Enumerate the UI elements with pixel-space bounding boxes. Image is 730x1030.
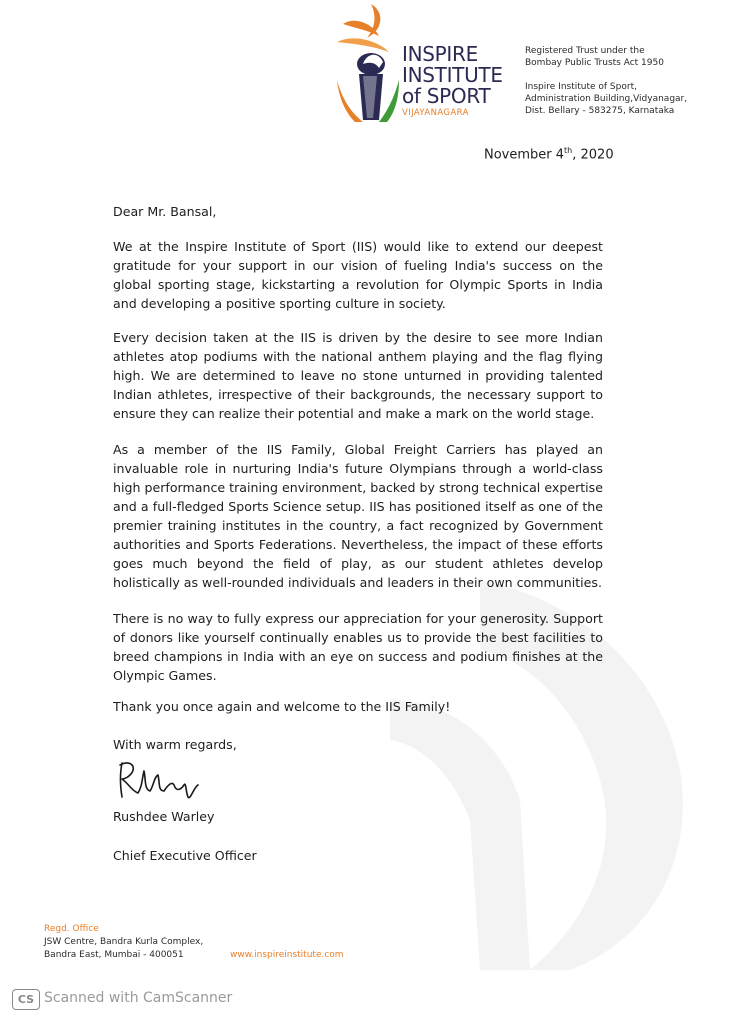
date-suffix: th: [564, 146, 573, 155]
camscanner-logo-icon: CS: [12, 989, 40, 1010]
address-line: Inspire Institute of Sport,: [525, 82, 637, 92]
brand-location: VIJAYANAGARA: [402, 108, 469, 118]
registration-line: Registered Trust under the: [525, 46, 645, 56]
registered-office-address: JSW Centre, Bandra Kurla Complex,: [44, 937, 204, 947]
brand-name-line-1: INSPIRE: [402, 42, 478, 66]
iis-logo-icon: [333, 2, 403, 124]
website-url: www.inspireinstitute.com: [230, 950, 344, 960]
date-year: , 2020: [572, 147, 614, 163]
registration-line: Bombay Public Trusts Act 1950: [525, 58, 664, 68]
registered-office-label: Regd. Office: [44, 924, 99, 934]
thanks-line: Thank you once again and welcome to the IIS Family!: [113, 699, 451, 714]
body-paragraph: As a member of the IIS Family, Global Freight Carriers has played an invaluable role in nurturing India's future Olympians through a world-class high performance training environment, backed by strong technical expertise and a full-fledged Sports Science setup. IIS has positioned itself as one of the premier training institutes in the country, a fact recognized by Government authorities and Sports Federations. Nevertheless, the impact of these efforts goes much beyond the field of play, as our student athletes develop holistically as well-rounded individuals and leaders in their own communities.: [113, 442, 603, 590]
closing-line: With warm regards,: [113, 737, 237, 752]
address-line: Dist. Bellary - 583275, Karnataka: [525, 106, 675, 116]
letter-date: [484, 146, 614, 162]
brand-name-line-3: of SPORT: [402, 84, 491, 108]
signer-name: Rushdee Warley: [113, 809, 215, 824]
salutation: Dear Mr. Bansal,: [113, 204, 217, 219]
body-paragraph: There is no way to fully express our appreciation for your generosity. Support of donors like yourself continually enables us to provide the best facilities to breed champions in India with an eye on success and podium finishes at the Olympic Games.: [113, 611, 603, 683]
body-paragraph: We at the Inspire Institute of Sport (IIS) would like to extend our deepest gratitude for your support in our vision of fueling India's success on the global sporting stage, kickstarting a revolution for Olympic Sports in India and developing a positive sporting culture in society.: [113, 239, 603, 311]
signature-image: [114, 757, 214, 801]
brand-name-line-2: INSTITUTE: [402, 63, 503, 87]
signer-title: Chief Executive Officer: [113, 848, 257, 863]
registered-office-address: Bandra East, Mumbai - 400051: [44, 950, 184, 960]
body-paragraph: Every decision taken at the IIS is driven by the desire to see more Indian athletes atop podiums with the national anthem playing and the flag flying high. We are determined to leave no stone unturned in providing talented Indian athletes, irrespective of their backgrounds, the necessary support to ensure they can realize their potential and make a mark on the world stage.: [113, 330, 603, 421]
scanner-watermark-text: Scanned with CamScanner: [44, 990, 233, 1006]
date-day: November 4: [484, 147, 565, 163]
address-line: Administration Building,Vidyanagar,: [525, 94, 688, 104]
